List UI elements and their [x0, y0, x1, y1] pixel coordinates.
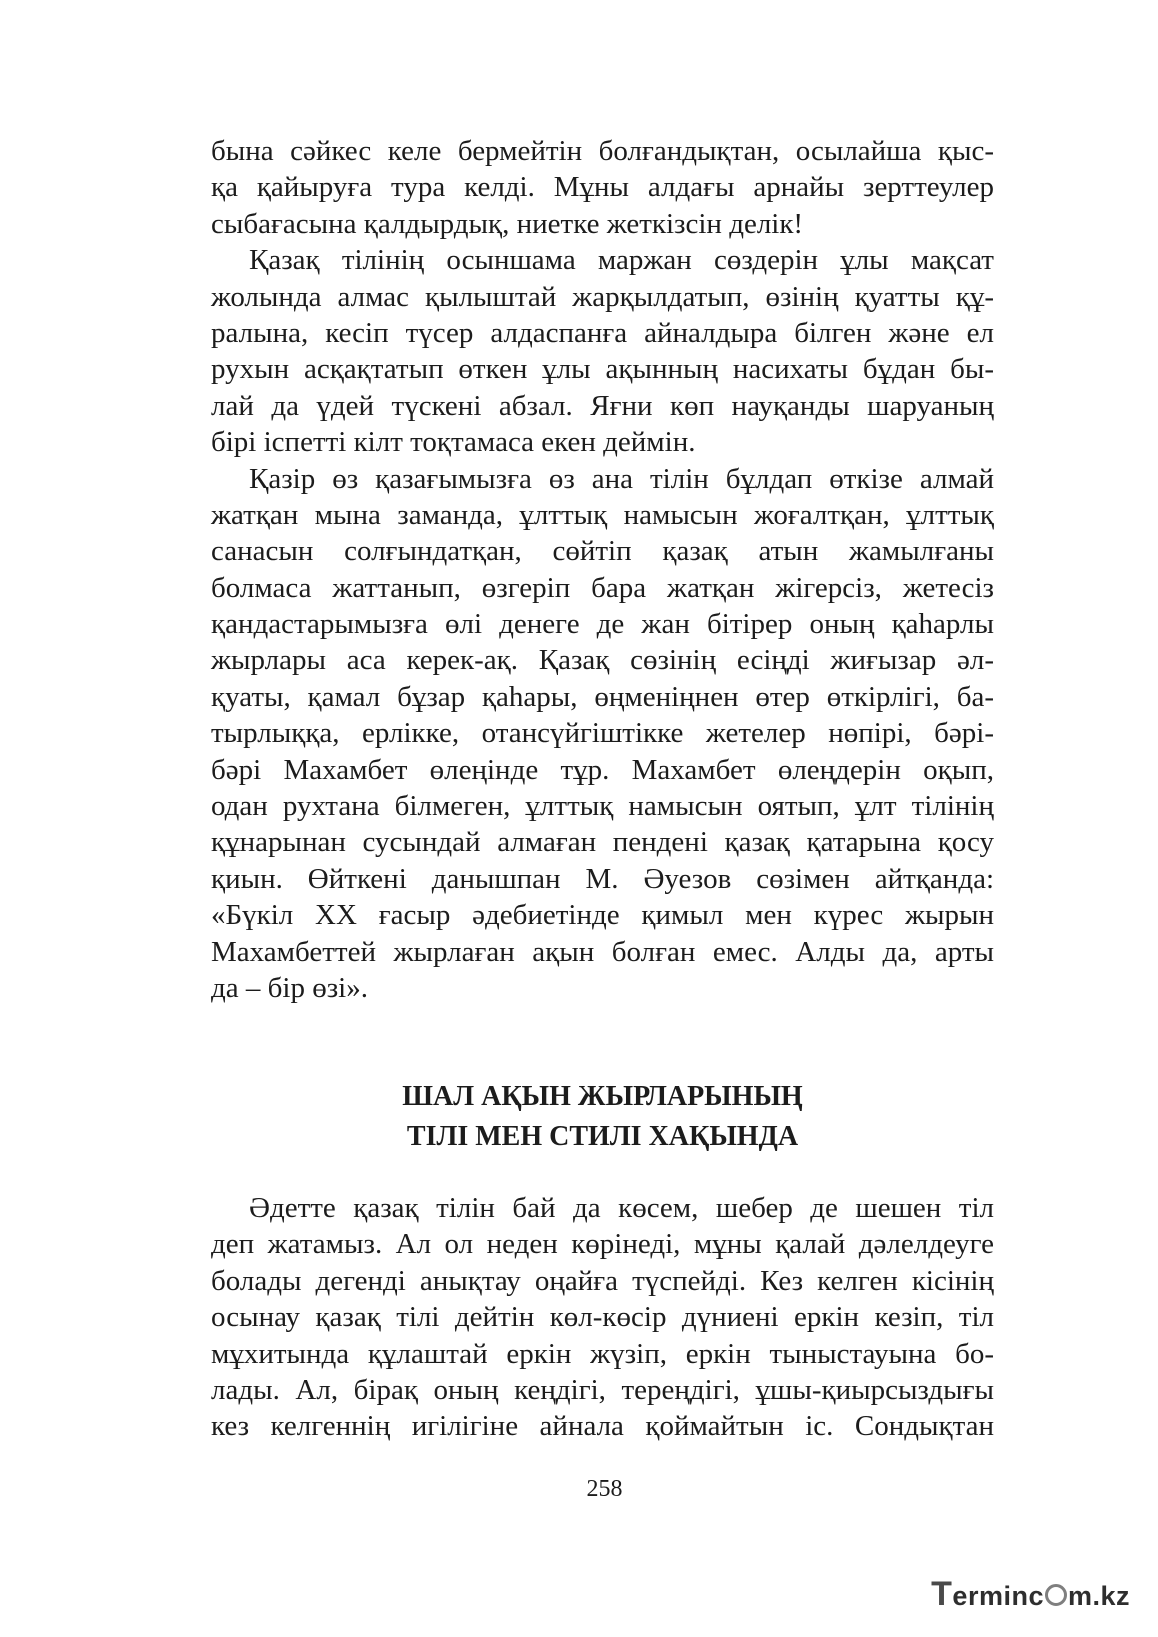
text-line: кез келгеннің игілігіне айнала қоймайтын іс. Сондықтан — [211, 1410, 994, 1443]
text-line: бәрі Махамбет өлеңінде тұр. Махамбет өлеңдерін оқып, — [211, 753, 994, 786]
text-line: тырлыққа, ерлікке, отансүйгіштікке жетелер нөпірі, бәрі- — [211, 717, 994, 750]
text-line: болады дегенді анықтау оңайға түспейді. Кез келген кісінің — [211, 1264, 994, 1297]
text-line: одан рухтана білмеген, ұлттық намысын оятып, ұлт тілінің — [211, 790, 994, 823]
heading-line-1: ШАЛ АҚЫН ЖЫРЛАРЫНЫҢ — [402, 1081, 803, 1112]
text-line: қуаты, қамал бұзар қаһары, өңменіңнен өтер өткірлігі, ба- — [211, 680, 994, 713]
text-line: болмаса жаттанып, өзгеріп бара жатқан жігерсіз, жетесіз — [211, 571, 994, 604]
section-heading — [211, 1077, 994, 1157]
heading-line-2: ТІЛІ МЕН СТИЛІ ХАҚЫНДА — [406, 1121, 799, 1152]
text-line: «Бүкіл XX ғасыр әдебиетінде қимыл мен күрес жырын — [211, 899, 994, 932]
text-line: мұхитында құлаштай еркін жүзіп, еркін тыныстауына бо- — [211, 1337, 994, 1370]
text-line: сыбағасына қалдырдық, ниетке жеткізсін делік! — [211, 207, 804, 240]
section-2-body — [211, 1190, 994, 1445]
text-line: қиын. Өйткені данышпан М. Әуезов сөзімен айтқанда: — [211, 862, 994, 895]
watermark-letter: T — [931, 1575, 953, 1613]
text-line: лады. Ал, бірақ оның кеңдігі, тереңдігі, ұшы-қиырсыздығы — [211, 1373, 994, 1406]
text-line: ралына, кесіп түсер алдаспанға айналдыра білген және ел — [211, 316, 994, 349]
text-line: Қазақ тілінің осыншама маржан сөздерін ұлы мақсат — [249, 244, 994, 277]
section-1-body — [211, 133, 994, 1006]
text-line: бына сәйкес келе бермейтін болғандықтан, осылайша қыс- — [211, 135, 994, 167]
text-line: лай да үдей түскені абзал. Яғни көп науқанды шаруаның — [211, 389, 994, 422]
watermark-domain: m.kz — [1067, 1581, 1130, 1611]
page-number: 258 — [586, 1476, 623, 1502]
text-line: деп жатамыз. Ал ол неден көрінеді, мұны қалай дәлелдеуге — [211, 1228, 994, 1261]
magnifier-icon — [1045, 1584, 1067, 1606]
text-line: осынау қазақ тілі дейтін көл-көсір дүниені еркін кезіп, тіл — [211, 1301, 994, 1334]
watermark-logo — [931, 1575, 1130, 1617]
text-line: жатқан мына заманда, ұлттық намысын жоғалтқан, ұлттық — [211, 498, 994, 531]
text-line: жолында алмас қылыштай жарқылдатып, өзінің қуатты құ- — [211, 280, 994, 313]
text-line: Әдетте қазақ тілін бай да көсем, шебер де шешен тіл — [249, 1192, 994, 1224]
text-line: санасын солғындатқан, сөйтіп қазақ атын жамылғаны — [211, 535, 994, 568]
text-line: қа қайыруға тура келді. Мұны алдағы арнайы зерттеулер — [211, 171, 994, 204]
text-line: Қазір өз қазағымызға өз ана тілін бұлдап өткізе алмай — [249, 462, 994, 495]
text-line: құнарынан сусындай алмаған пендені қазақ қатарына қосу — [211, 826, 994, 859]
text-line: бірі іспетті кілт тоқтамаса екен деймін. — [211, 426, 696, 459]
watermark-text: erminc — [952, 1581, 1044, 1611]
text-line: Махамбеттей жырлаған ақын болған емес. Алды да, арты — [211, 935, 994, 968]
text-line: рухын асқақтатып өткен ұлы ақынның насихаты бұдан бы- — [211, 353, 994, 386]
text-line: жырлары аса керек-ақ. Қазақ сөзінің есіңді жиғызар әл- — [211, 644, 994, 677]
text-line: да – бір өзі». — [211, 971, 368, 1004]
text-line: қандастарымызға өлі денеге де жан бітірер оның қаһарлы — [211, 608, 994, 641]
